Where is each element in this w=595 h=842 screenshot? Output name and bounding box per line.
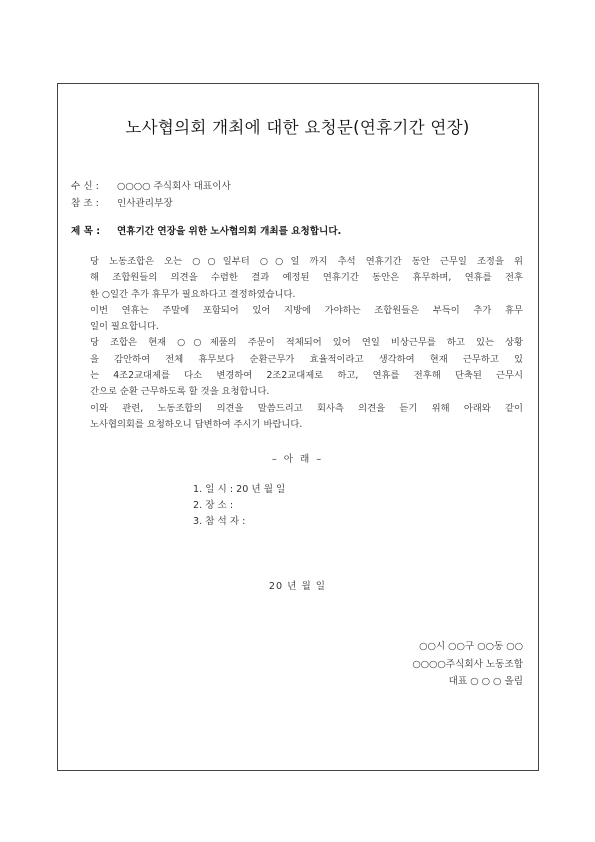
recipient-line	[71, 178, 231, 192]
body-line: 일이 필요합니다.	[90, 321, 159, 333]
document-body	[90, 254, 523, 433]
reference-value: 인사관리부장	[117, 198, 173, 209]
document-date: 20 년 월 일	[268, 581, 327, 592]
reference-line	[71, 195, 173, 209]
recipient-label: 수 신 :	[71, 181, 99, 192]
body-line: 이번 연휴는 주말에 포함되어 있어 지방에 가야하는 조합원들은 부득이 추가 휴무	[90, 304, 523, 316]
body-line: 노사협의회를 요청하오니 답변하여 주시기 바랍니다.	[90, 418, 303, 430]
body-line: 이와 관련, 노동조합의 의견을 말씀드리고 회사측 의견을 듣기 위해 아래와 같이	[90, 402, 523, 414]
item-attendees: 3. 참 석 자 :	[193, 516, 246, 527]
body-line: 당 노동조합은 오는 ○○일부터 ○○일 까지 추석 연휴기간 동안 근무일 조정을 위	[90, 256, 523, 267]
subject-value: 연휴기간 연장을 위한 노사협의회 개최를 요청합니다.	[117, 226, 342, 237]
subject-label: 제 목 :	[71, 226, 101, 237]
signature-organization: ○○○○주식회사 노동조합	[412, 659, 523, 670]
body-line: 한 ○일간 추가 휴무가 필요하다고 결정하였습니다.	[90, 288, 296, 300]
signature-address: ○○시 ○○구 ○○동 ○○	[419, 641, 523, 652]
body-line: 간으로 순환 근무하도록 할 것을 요청합니다.	[90, 386, 270, 398]
body-line: 해 조합원들의 의견을 수렴한 결과 예정된 연휴기간 동안은 휴무하며, 연휴를 전후	[90, 272, 523, 284]
document-title: 노사협의회 개최에 대한 요청문(연휴기간 연장)	[125, 118, 470, 137]
body-line: 당 조합은 현재 ○○제품의 주문이 적체되어 있어 연일 비상근무를 하고 있는 상황	[90, 337, 523, 349]
subject-line	[71, 223, 341, 237]
signature-representative: 대표 ○ ○ ○ 올림	[448, 676, 523, 687]
arae-heading: – 아 래 –	[271, 454, 324, 465]
reference-label: 참 조 :	[71, 198, 99, 209]
body-line: 는 4조2교대제를 다소 변경하여 2조2교대제로 하고, 연휴를 전후해 단축된 근무시	[90, 370, 523, 382]
body-line: 을 감안하여 전체 휴무보다 순환근무가 효율적이라고 생각하여 현재 근무하고 있	[90, 353, 523, 365]
item-place: 2. 장 소 :	[193, 500, 234, 511]
recipient-value: ○○○○ 주식회사 대표이사	[117, 181, 231, 192]
item-datetime: 1. 일 시 : 20 년 월 일	[193, 484, 286, 495]
